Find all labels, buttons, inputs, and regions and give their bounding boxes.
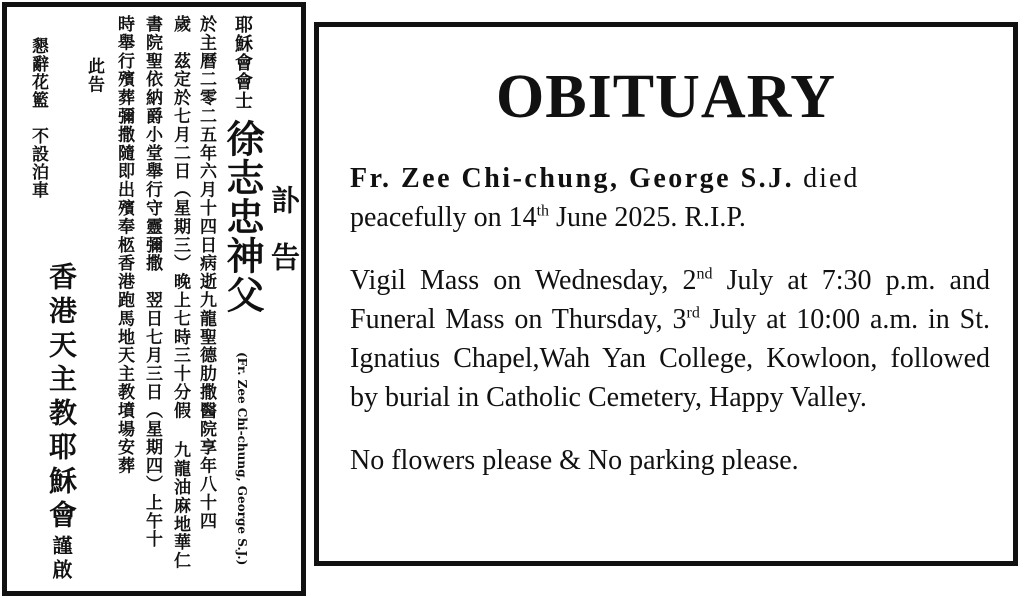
chinese-text-no-flowers: 懇辭花籃 不設泊車 <box>28 37 48 199</box>
chinese-text-notice: 此告 <box>84 57 104 94</box>
chinese-title: 訃告 <box>267 185 301 299</box>
paragraph-gap <box>350 237 990 261</box>
services-sup-a: nd <box>696 265 713 283</box>
chinese-text-line-4: 時舉行殯葬彌撒隨即出殯奉柩香港跑馬地天主教墳場安葬 <box>114 15 134 475</box>
obituary-title: OBITUARY <box>496 63 836 131</box>
paragraph-gap <box>350 417 990 441</box>
obituary-paragraph-death-date <box>350 198 990 237</box>
obituary-body <box>350 159 990 480</box>
chinese-text-line-2: 歲 茲定於七月二日（星期三）晚上七時三十分假 九龍油麻地華仁 <box>170 15 190 570</box>
english-obituary-panel <box>314 22 1018 566</box>
died-text: died <box>794 163 860 194</box>
services-text-c: July at 10:00 a.m. in St. Ignatius Chapel,Wah Yan College, Kowloon, followed by burial in Catholic Cemetery, Happy Valley. <box>350 304 990 413</box>
chinese-deceased-name: 徐志忠神父 <box>220 119 264 314</box>
obituary-paragraph-death <box>350 159 990 198</box>
chinese-organization: 香港天主教耶穌會 <box>45 262 78 534</box>
services-text-b: July at 7:30 p.m. and Funeral Mass on Thursday, 3 <box>350 265 990 335</box>
chinese-name-prefix: 耶穌會會士 <box>232 15 253 110</box>
deceased-name: Fr. Zee Chi-chung, George S.J. <box>350 163 795 194</box>
death-date-text-b: June 2025. R.I.P. <box>549 202 746 233</box>
chinese-obituary-panel <box>2 2 306 596</box>
services-text-a: Vigil Mass on Wednesday, 2 <box>350 265 697 296</box>
death-date-text-a: peacefully on 14 <box>350 202 537 233</box>
chinese-name-romanized: (Fr. Zee Chi-chung, George S.J.) <box>235 352 249 566</box>
death-date-sup: th <box>536 202 550 220</box>
services-sup-b: rd <box>686 304 700 322</box>
chinese-text-line-1: 於主曆二零二五年六月十四日病逝九龍聖德肋撒醫院享年八十四 <box>196 15 216 531</box>
chinese-text-line-3: 書院聖依納爵小堂舉行守靈彌撒 翌日七月三日（星期四）上午十 <box>142 15 162 549</box>
obituary-paragraph-requests: No flowers please & No parking please. <box>350 445 799 476</box>
obituary-paragraph-services <box>350 261 990 417</box>
chinese-signoff: 謹啟 <box>49 535 73 583</box>
